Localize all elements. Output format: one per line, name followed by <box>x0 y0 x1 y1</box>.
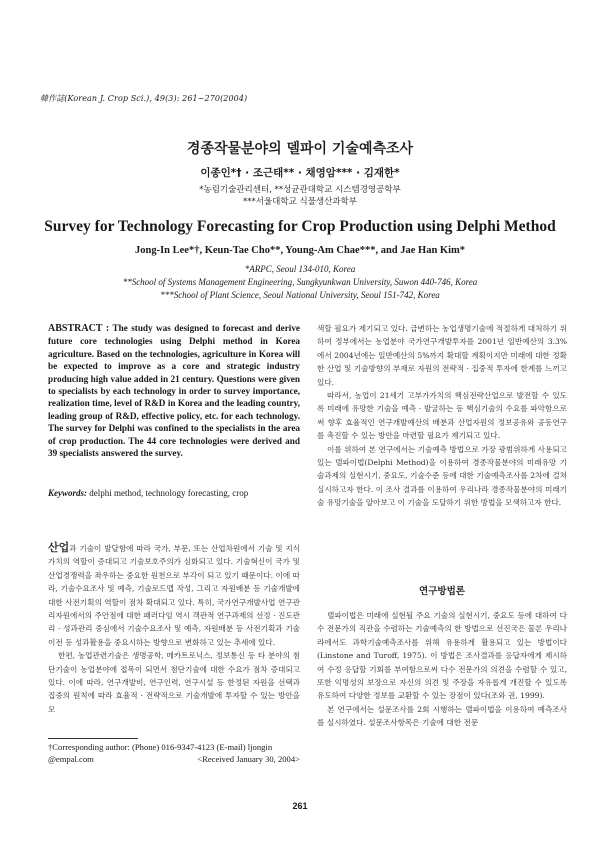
methods-paragraph-1: 델파이법은 미래에 실현될 주요 기술의 실현시기, 중요도 등에 대하여 다수 전문가의 직관을 수렴하는 기술예측의 한 방법으로 선진국은 물론 우리나라에서도 과학기술예측조사를 위해 유용하게 활용되고 있는 방법이다(Linstone and Turoff, 1975). 이 방법은 조사결과를 응답자에게 제시하여 수정 응답할 기회를 부여함으로써 다수 전문가의 의견을 수렴할 수 있고, 또한 익명성의 보장으로 자신의 의견 및 주장을 자유롭게 개진할 수 있도록 유도하여 다양한 정보를 교환할 수 있는 장점이 있다(조와 권, 1999). <box>317 611 567 701</box>
intro-paragraph-5: 이를 위하여 본 연구에서는 기술예측 방법으로 가장 광범위하게 사용되고 있는 델파이법(Delphi Method)을 이용하여 경종작물분야의 미래유망 기술과제의 실현시기, 중요도, 기술수준 등에 대한 기술예측조사를 2차에 걸쳐 실시하고자 한다. 이 조사 결과를 이용하여 우리나라 경종작물분야의 미래기술 유망기술을 알아보고 이 기술을 도달하기 위한 방법을 모색하고자 한다. <box>317 444 567 508</box>
footnote <box>48 741 300 765</box>
email-continuation: @empal.com <box>48 754 94 764</box>
keywords-label: Keywords <box>48 488 84 498</box>
english-affiliation-1: *ARPC, Seoul 134-010, Korea <box>244 264 356 274</box>
english-title: Survey for Technology Forecasting for Crop Production using Delphi Method <box>44 218 556 235</box>
page-number: 261 <box>292 801 308 811</box>
intro-paragraph-2: 한편, 농업관련기술은 생명공학, 메카트로닉스, 정보통신 등 타 분야의 첨단기술이 농업분야에 접목이 되면서 첨단기술에 대한 수요가 점차 증대되고 있다. 이에 따라, 연구개발비, 연구인력, 연구시설 등 한정된 자원을 선택과 집중의 원칙에 따라 효율적 · 전략적으로 기술개발에 투자할 수 있는 방안을 모 <box>48 651 300 714</box>
keywords-text: delphi method, technology forecasting, crop <box>89 488 249 498</box>
abstract-text: The study was designed to forecast and derive future core technologies using Delphi method in Korea agriculture. Based on the technologies, agriculture in Korea will be expected to improve as a core and strategic industry producing high value added in 21 century. Questions were given to specialists by each technology in order to survey importance, realization time, level of R&D in Korea and the leading country, leading group of R&D, effective policy, etc. for each technology. The survey for Delphi was confined to the specialists in the area of crop production. The 44 core technologies were derived and 39 specialists answered the survey. <box>48 323 300 459</box>
methods-heading: 연구방법론 <box>419 586 465 597</box>
intro-paragraph-3: 색할 필요가 제기되고 있다. 급변하는 농업생명기술에 적절하게 대처하기 위하여 정부에서는 농업분야 국가연구개발투자를 2001년 일반예산의 3.3%에서 2004년에는 일반예산의 5%까지 확대할 계획이지만 미래에 대한 정확한 산업 및 기술방향의 부재로 자원의 전략적 · 집중적 투자에 한계를 느끼고 있다. <box>317 324 567 387</box>
introduction-right-column <box>317 322 567 510</box>
corresponding-author: †Corresponding author: (Phone) 016-9347-4123 (E-mail) ljongin <box>48 742 273 752</box>
intro-paragraph-1: 산업과 기술이 발달함에 따라 국가, 부문, 또는 산업차원에서 기술 및 지식가치의 역할이 증대되고 기술보호주의가 심화되고 있다. 기술혁신이 국가 및 산업경쟁력을 좌우하는 중요한 원천으로 부각이 되고 있기 때문이다. 이에 따라, 기술수요조사 및 예측, 기술로드맵 작성, 그리고 자원배분 등 기술개발에 대한 사전기획의 역할이 점차 확대되고 있다. 특히, 국가연구개발사업 연구관리자원에서의 주안점에 대한 패러다임 역시 객관적 연구과제의 선정 · 진도관리 · 성과관리 중심에서 기술수요조사 및 예측, 자원배분 등 사전기획과 기술이전 등 성과활용을 중요시하는 방향으로 변화하고 있는 추세에 있다. <box>48 541 300 647</box>
korean-affiliation-1: *농림기술관리센터, **성균관대학교 시스템경영공학부 <box>199 185 401 195</box>
abstract <box>48 322 300 459</box>
keywords: Keywords: delphi method, technology forecasting, crop <box>48 488 249 498</box>
english-authors: Jong-In Lee*†, Keun-Tae Cho**, Young-Am Chae***, and Jae Han Kim* <box>134 245 465 256</box>
received-date: <Received January 30, 2004> <box>197 754 300 764</box>
korean-affiliation-2: ***서울대학교 식물생산과학부 <box>243 197 357 207</box>
journal-citation: 韓作誌(Korean J. Crop Sci.), 49(3): 261~270(2004) <box>40 94 248 103</box>
intro-paragraph-4: 따라서, 농업이 21세기 고부가가치의 핵심전략산업으로 발전할 수 있도록 미래에 유망한 기술을 예측 · 발굴하는 등 핵심기술의 수요를 파악함으로써 향후 효율적인 연구개발예산의 배분과 산업자원의 정보공유와 공동연구를 촉진할 수 있는 방안을 마련할 필요가 제기되고 있다. <box>317 391 567 441</box>
methods-column <box>317 609 567 730</box>
korean-title: 경종작물분야의 델파이 기술예측조사 <box>186 141 414 157</box>
english-affiliation-3: ***School of Plant Science, Seoul National University, Seoul 151-742, Korea <box>160 290 440 300</box>
korean-authors: 이종인*† · 조근태** · 채영암*** · 김재한* <box>200 167 400 179</box>
introduction-left-column <box>48 541 300 716</box>
abstract-label: ABSTRACT : <box>48 323 110 334</box>
english-affiliation-2: **School of Systems Management Engineering, Sungkyunkwan University, Suwon 440-746, Korea <box>122 277 478 287</box>
footnote-divider <box>48 738 138 739</box>
methods-paragraph-2: 본 연구에서는 설문조사를 2회 시행하는 델파이법을 이용하여 예측조사를 실시하였다. 설문조사항목은 기술에 대한 전문 <box>317 704 567 728</box>
drop-cap: 산업 <box>48 541 70 554</box>
